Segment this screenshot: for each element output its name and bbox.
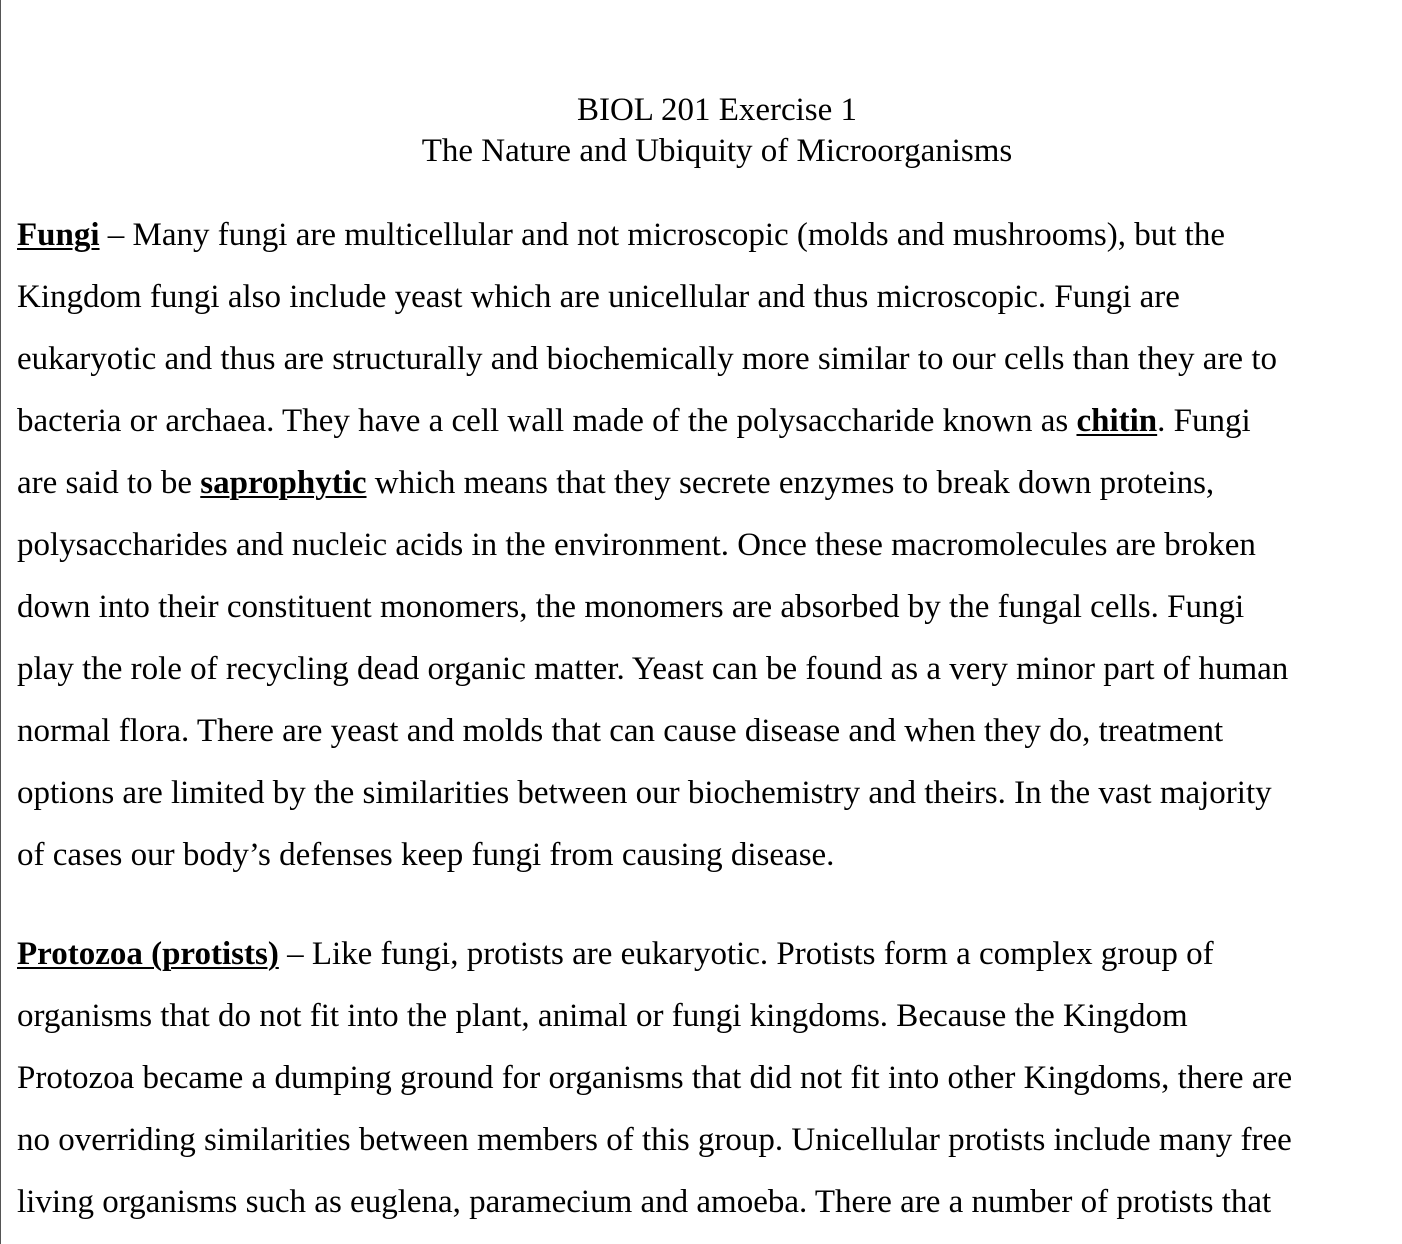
paragraph-line: Kingdom fungi also include yeast which are unicellular and thus microscopic. Fungi are (17, 279, 1180, 315)
line-text: which means that they secrete enzymes to break down proteins, (366, 465, 1215, 501)
course-title: BIOL 201 Exercise 1 (576, 92, 858, 128)
protozoa-paragraph (17, 923, 1402, 1233)
fungi-term: Fungi (17, 217, 100, 253)
paragraph-line: play the role of recycling dead organic matter. Yeast can be found as a very minor part of human (17, 651, 1289, 687)
protozoa-term: Protozoa (protists) (17, 936, 279, 972)
paragraph-line: normal flora. There are yeast and molds that can cause disease and when they do, treatment (17, 713, 1224, 749)
paragraph-line: eukaryotic and thus are structurally and biochemically more similar to our cells than they are to (17, 341, 1277, 377)
line-text: . Fungi (1157, 403, 1251, 439)
paragraph-line: living organisms such as euglena, paramecium and amoeba. There are a number of protists that (17, 1184, 1272, 1220)
paragraph-line: options are limited by the similarities between our biochemistry and theirs. In the vast majority (17, 775, 1272, 811)
paragraph-line (17, 923, 1402, 985)
line-text: – Like fungi, protists are eukaryotic. Protists form a complex group of (278, 936, 1214, 972)
exercise-title: The Nature and Ubiquity of Microorganisms (421, 133, 1013, 169)
paragraph-line: of cases our body’s defenses keep fungi from causing disease. (17, 837, 835, 873)
paragraph-line: polysaccharides and nucleic acids in the environment. Once these macromolecules are broken (17, 527, 1256, 563)
paragraph-line (17, 204, 1402, 266)
paragraph-line (17, 390, 1402, 452)
paragraph-line: organisms that do not fit into the plant, animal or fungi kingdoms. Because the Kingdom (17, 998, 1188, 1034)
paragraph-line: no overriding similarities between members of this group. Unicellular protists include many free (17, 1122, 1292, 1158)
paragraph-line (17, 452, 1402, 514)
saprophytic-term: saprophytic (200, 465, 367, 501)
chitin-term: chitin (1076, 403, 1158, 439)
fungi-paragraph (17, 204, 1402, 886)
page-left-border (0, 0, 1, 1244)
paragraph-line: Protozoa became a dumping ground for organisms that did not fit into other Kingdoms, there are (17, 1060, 1293, 1096)
paragraph-line: down into their constituent monomers, the monomers are absorbed by the fungal cells. Fungi (17, 589, 1245, 625)
line-text: are said to be (17, 465, 201, 501)
line-text: bacteria or archaea. They have a cell wall made of the polysaccharide known as (17, 403, 1077, 439)
line-text: – Many fungi are multicellular and not microscopic (molds and mushrooms), but the (99, 217, 1225, 253)
document-header (0, 90, 1402, 172)
